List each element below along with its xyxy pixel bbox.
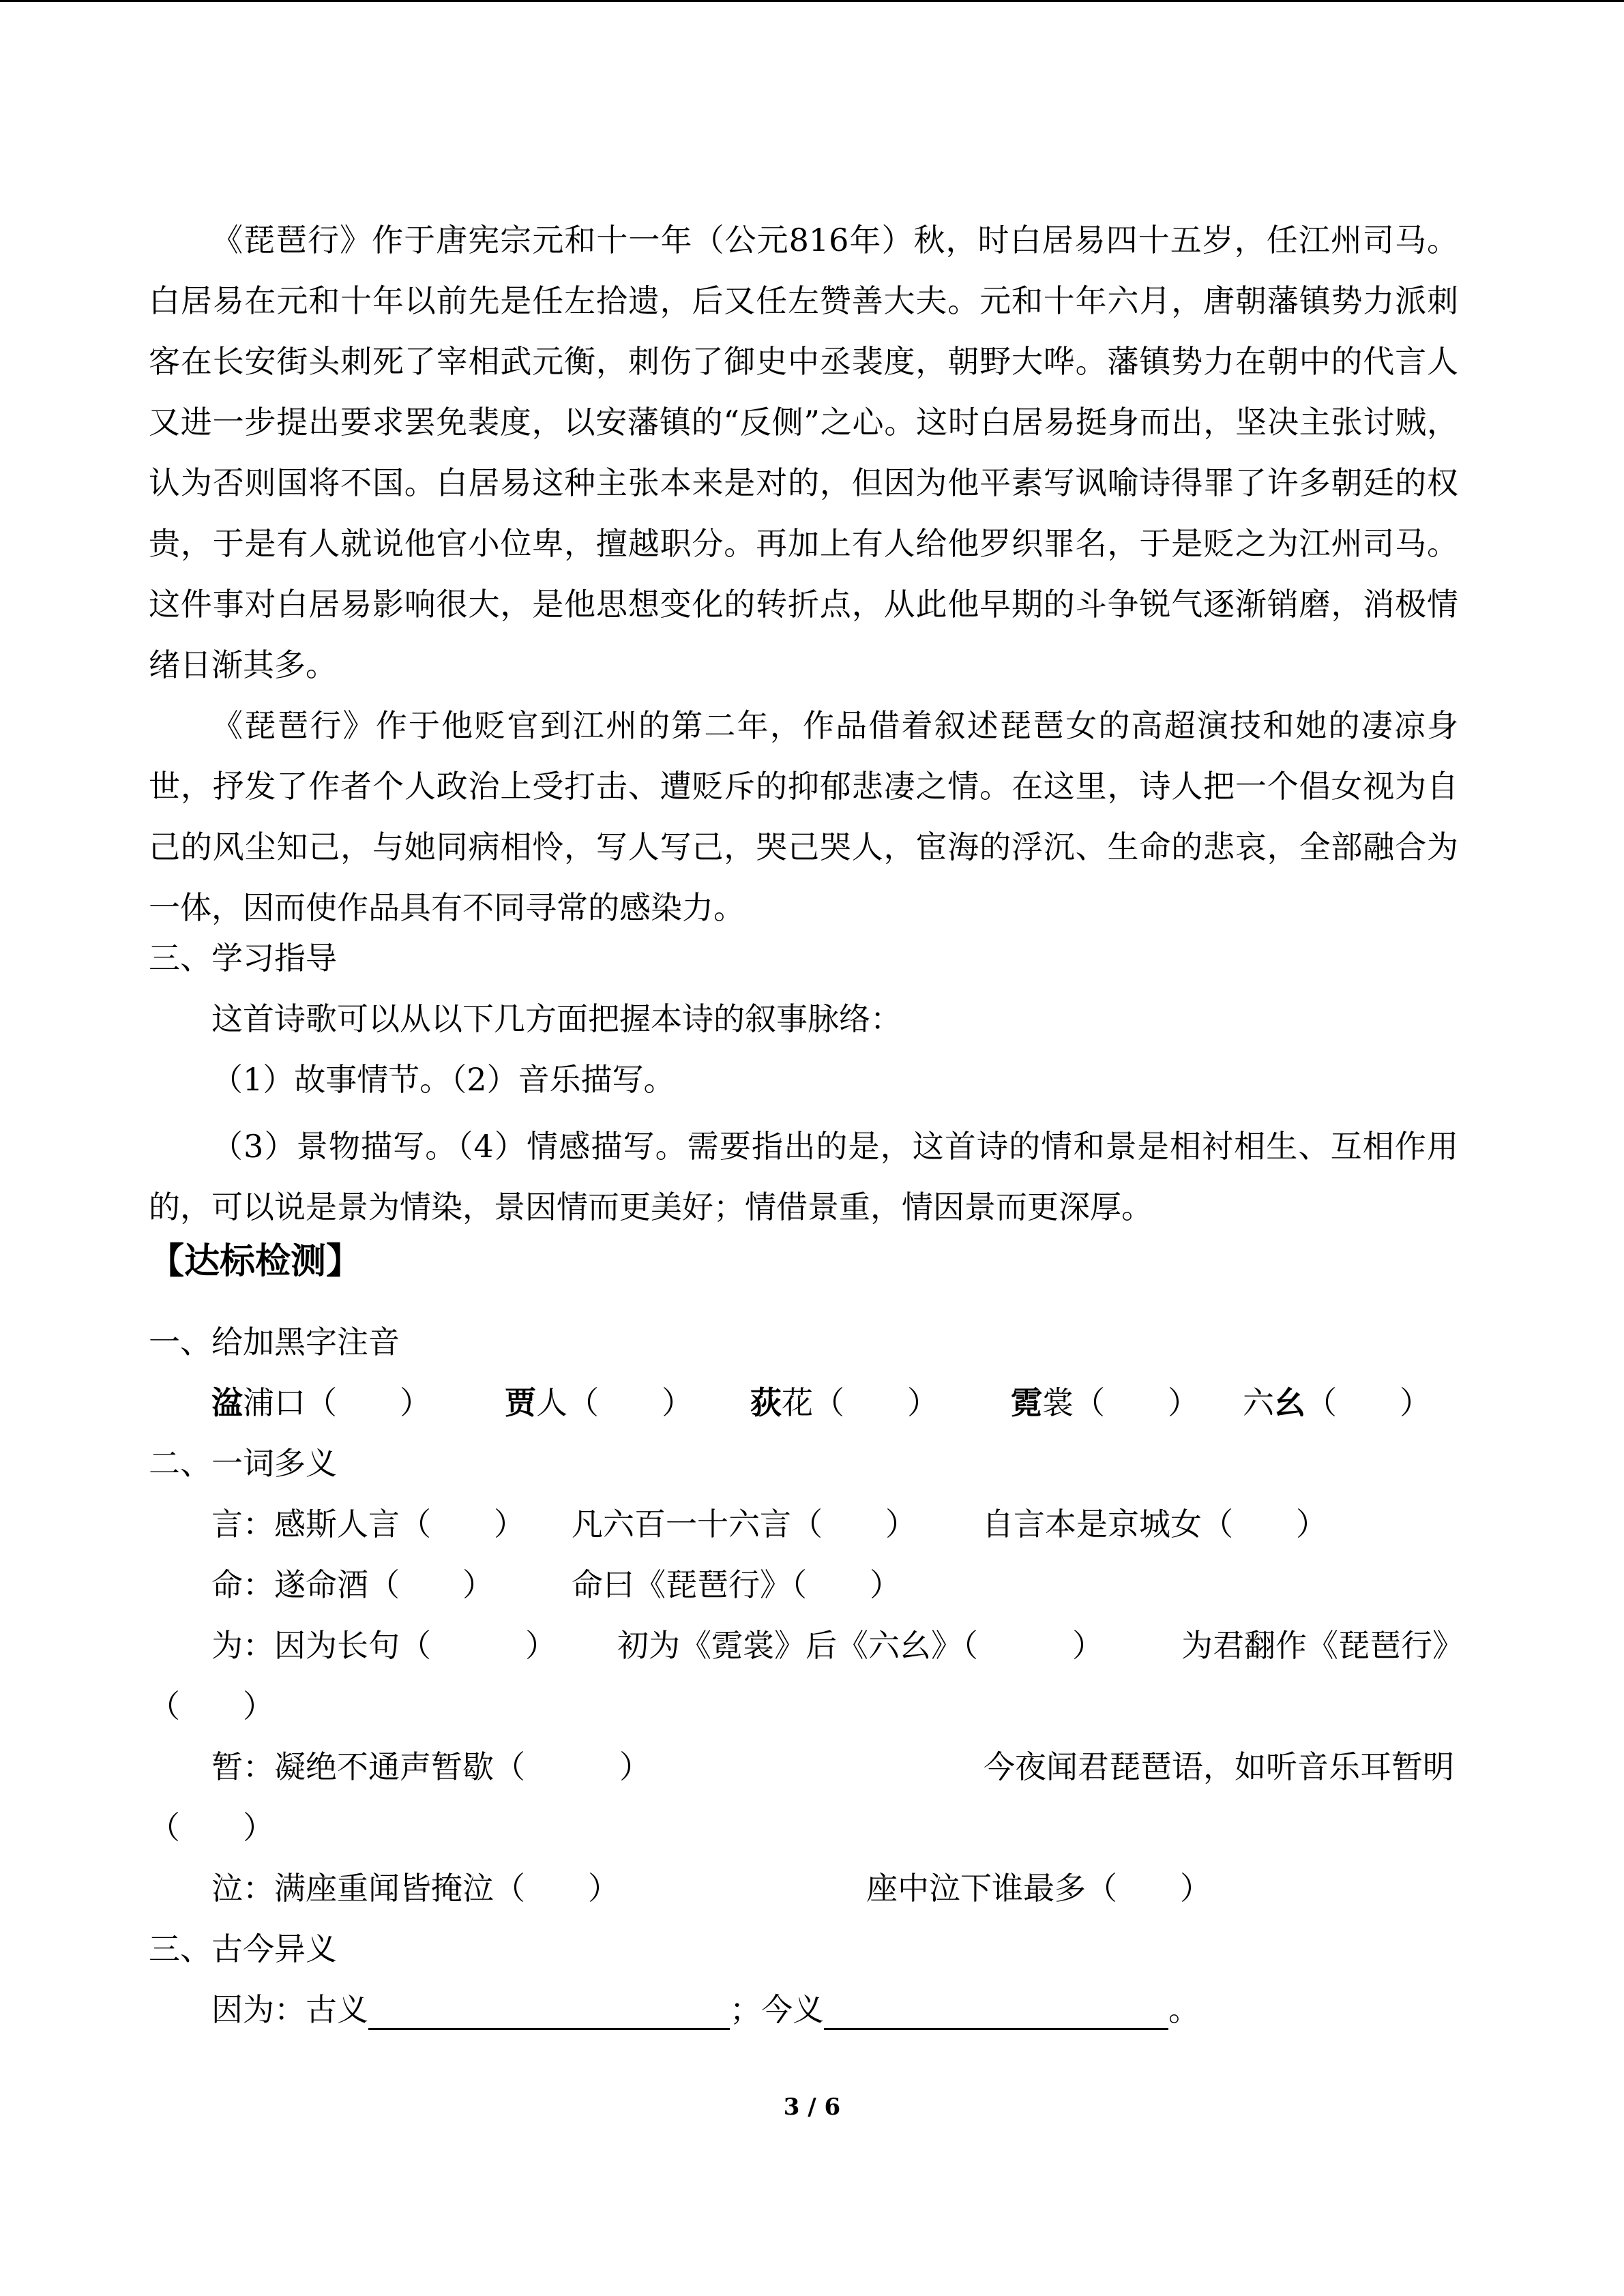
- q1-bold-char: 贾: [505, 1384, 536, 1421]
- guide-line-1: 这首诗歌可以从以下几方面把握本诗的叙事脉络：: [211, 1000, 902, 1037]
- q2-qi-1: 泣：满座重闻皆掩泣（ ）: [211, 1870, 619, 1907]
- q1-item-text: 人（ ）: [536, 1384, 693, 1421]
- q1-item-1: [211, 1382, 431, 1423]
- q1-item-text: 花（ ）: [782, 1384, 939, 1421]
- intro-paragraph-2: 《琵琶行》作于他贬官到江州的第二年，作品借着叙述琵琶女的高超演技和她的凄凉身世，抒发了作者个人政治上受打击、遭贬斥的抑郁悲凄之情。在这里，诗人把一个倡女视为自己的风尘知己，与她同病相怜，写人写己，哭己哭人，宦海的浮沉、生命的悲哀，全部融合为一体，因而使作品具有不同寻常的感染力。: [149, 707, 1458, 926]
- answer-blank-ancient[interactable]: [368, 1994, 730, 2030]
- top-border: [0, 0, 1624, 2]
- intro-paragraph-1: 《琵琶行》作于唐宪宗元和十一年（公元816年）秋，时白居易四十五岁，任江州司马。白居易在元和十年以前先是任左拾遗，后又任左赞善大夫。元和十年六月，唐朝藩镇势力派刺客在长安街头刺死了宰相武元衡，刺伤了御史中丞裴度，朝野大哗。藩镇势力在朝中的代言人又进一步提出要求罢免裴度，以安藩镇的“反侧”之心。这时白居易挺身而出，坚决主张讨贼，认为否则国将不国。白居易这种主张本来是对的，但因为他平素写讽喻诗得罪了许多朝廷的权贵，于是有人就说他官小位卑，擅越职分。再加上有人给他罗织罪名，于是贬之为江州司马。这件事对白居易影响很大，是他思想变化的转折点，从此他早期的斗争锐气逐渐销磨，消极情绪日渐其多。: [149, 222, 1458, 683]
- q2-yan-1: 言：感斯人言（ ）: [211, 1506, 525, 1542]
- q3-heading: 三、古今异义: [149, 1930, 337, 1967]
- q3-line: [211, 1989, 1200, 2030]
- q1-item-2: [505, 1382, 693, 1423]
- q1-item-text: 浦口（ ）: [243, 1384, 431, 1421]
- q3-separator: ；今义: [730, 1991, 824, 2028]
- q1-heading: 一、给加黑字注音: [149, 1324, 400, 1360]
- q1-item-5: [1243, 1382, 1431, 1423]
- q1-item-text: 裳（ ）: [1042, 1384, 1199, 1421]
- q1-item-4: [1011, 1382, 1199, 1423]
- q2-wei-3: 为君翻作《琵琶行》: [1181, 1627, 1464, 1664]
- q1-item-prefix: 六: [1243, 1384, 1274, 1421]
- q3-end: 。: [1168, 1991, 1200, 2028]
- guide-paragraph: （3）景物描写。（4）情感描写。需要指出的是，这首诗的情和景是相衬相生、互相作用的，可以说是景为情染，景因情而更美好；情借景重，情因景而更深厚。: [149, 1128, 1458, 1225]
- q2-zan-tail: （ ）: [149, 1809, 274, 1846]
- q2-wei-tail: （ ）: [149, 1688, 274, 1725]
- q1-item-text: （ ）: [1305, 1384, 1431, 1421]
- q3-label: 因为：古义: [211, 1991, 368, 2028]
- q2-wei-2: 初为《霓裳》后《六幺》（ ）: [617, 1627, 1104, 1664]
- section-heading-guide: 三、学习指导: [149, 940, 337, 976]
- q2-yan-2: 凡六百一十六言（ ）: [572, 1506, 917, 1542]
- q1-bold-char: 幺: [1274, 1384, 1305, 1421]
- q2-wei-1: 为：因为长句（ ）: [211, 1627, 557, 1664]
- test-title: 【达标检测】: [149, 1240, 362, 1282]
- q2-qi-2: 座中泣下谁最多（ ）: [866, 1870, 1211, 1907]
- q2-heading: 二、一词多义: [149, 1445, 337, 1482]
- q2-zan-2: 今夜闻君琵琶语，如听音乐耳暂明: [984, 1748, 1454, 1785]
- q2-yan-3: 自言本是京城女（ ）: [982, 1506, 1327, 1542]
- q2-ming-2: 命曰《琵琶行》（ ）: [572, 1566, 901, 1603]
- q1-bold-char: 荻: [750, 1384, 782, 1421]
- answer-blank-modern[interactable]: [824, 1994, 1168, 2030]
- q2-zan-1: 暂：凝绝不通声暂歇（ ）: [211, 1748, 651, 1785]
- q2-ming-1: 命：遂命酒（ ）: [211, 1566, 494, 1603]
- guide-line-2: （1）故事情节。（2）音乐描写。: [211, 1061, 675, 1098]
- q1-bold-char: 霓: [1011, 1384, 1042, 1421]
- q1-item-3: [750, 1382, 939, 1423]
- q1-bold-char: 湓: [211, 1384, 243, 1421]
- page-number: 3 / 6: [783, 2093, 841, 2121]
